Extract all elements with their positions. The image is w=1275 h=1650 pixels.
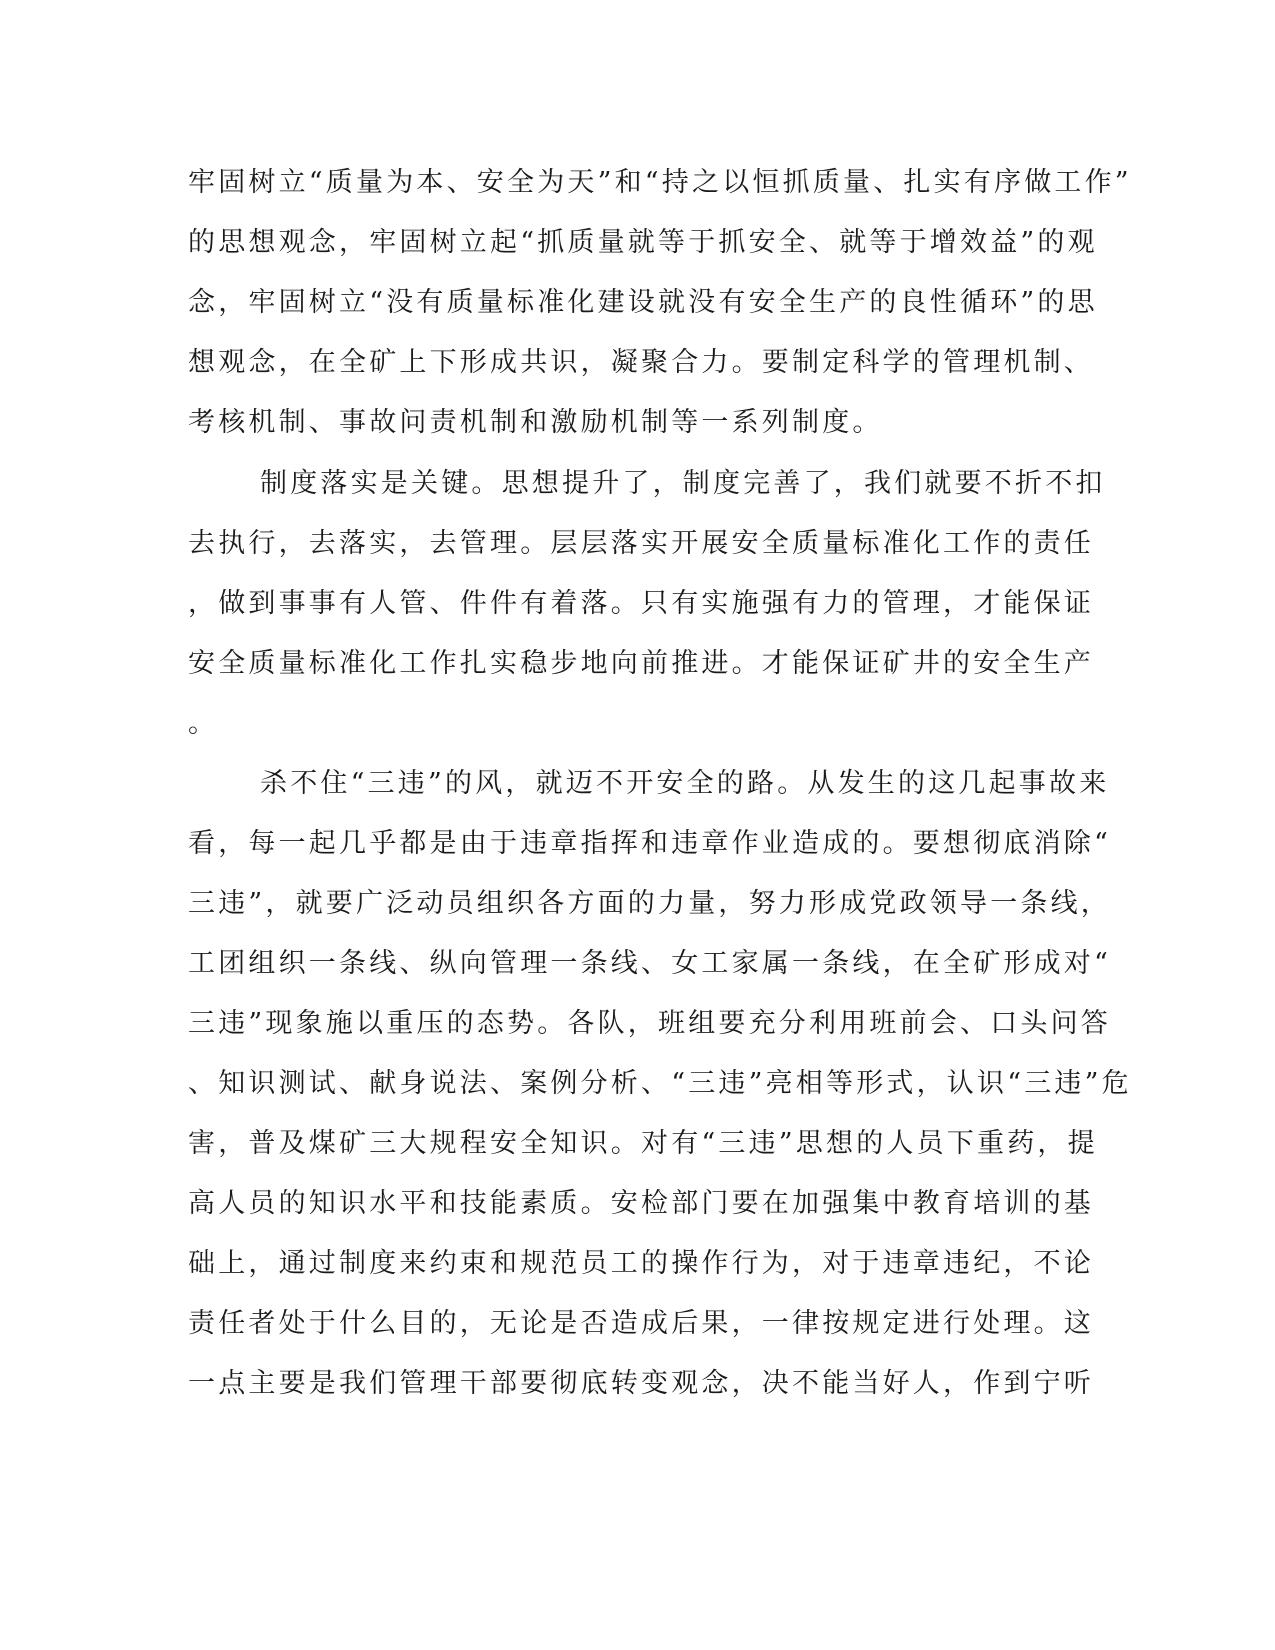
text-line: 一点主要是我们管理干部要彻底转变观念，决不能当好人，作到宁听	[188, 1368, 1094, 1399]
text-line: 害，普及煤矿三大规程安全知识。对有“三违”思想的人员下重药，提	[188, 1128, 1098, 1159]
paragraph-first-line: 制度落实是关键。思想提升了，制度完善了，我们就要不折不扣	[260, 468, 1106, 499]
text-line: ，做到事事有人管、件件有着落。只有实施强有力的管理，才能保证	[188, 588, 1094, 619]
text-line: 、知识测试、献身说法、案例分析、“三违”亮相等形式，认识“三违”危	[188, 1068, 1132, 1099]
text-line: 工团组织一条线、纵向管理一条线、女工家属一条线，在全矿形成对“	[188, 948, 1112, 979]
text-line: 安全质量标准化工作扎实稳步地向前推进。才能保证矿井的安全生产	[188, 648, 1094, 679]
text-line: 三违”，就要广泛动员组织各方面的力量，努力形成党政领导一条线，	[188, 888, 1112, 919]
text-line: 想观念，在全矿上下形成共识，凝聚合力。要制定科学的管理机制、	[188, 347, 1094, 378]
text-line: 础上，通过制度来约束和规范员工的操作行为，对于违章违纪，不论	[188, 1248, 1094, 1279]
text-line: 去执行，去落实，去管理。层层落实开展安全质量标准化工作的责任	[188, 528, 1094, 559]
text-line: 念，牢固树立“没有质量标准化建设就没有安全生产的良性循环”的思	[188, 287, 1098, 318]
text-line: 考核机制、事故问责机制和激励机制等一系列制度。	[188, 407, 883, 438]
text-line: 看，每一起几乎都是由于违章指挥和违章作业造成的。要想彻底消除“	[188, 828, 1112, 859]
text-line: 。	[188, 708, 219, 739]
text-line: 高人员的知识水平和技能素质。安检部门要在加强集中教育培训的基	[188, 1188, 1094, 1219]
text-line: 责任者处于什么目的，无论是否造成后果，一律按规定进行处理。这	[188, 1308, 1094, 1339]
text-line: 三违”现象施以重压的态势。各队，班组要充分利用班前会、口头问答	[188, 1008, 1112, 1039]
text-line: 的思想观念，牢固树立起“抓质量就等于抓安全、就等于增效益”的观	[188, 227, 1098, 258]
paragraph-first-line: 杀不住“三违”的风，就迈不开安全的路。从发生的这几起事故来	[260, 768, 1110, 799]
text-line: 牢固树立“质量为本、安全为天”和“持之以恒抓质量、扎实有序做工作”	[188, 167, 1132, 198]
